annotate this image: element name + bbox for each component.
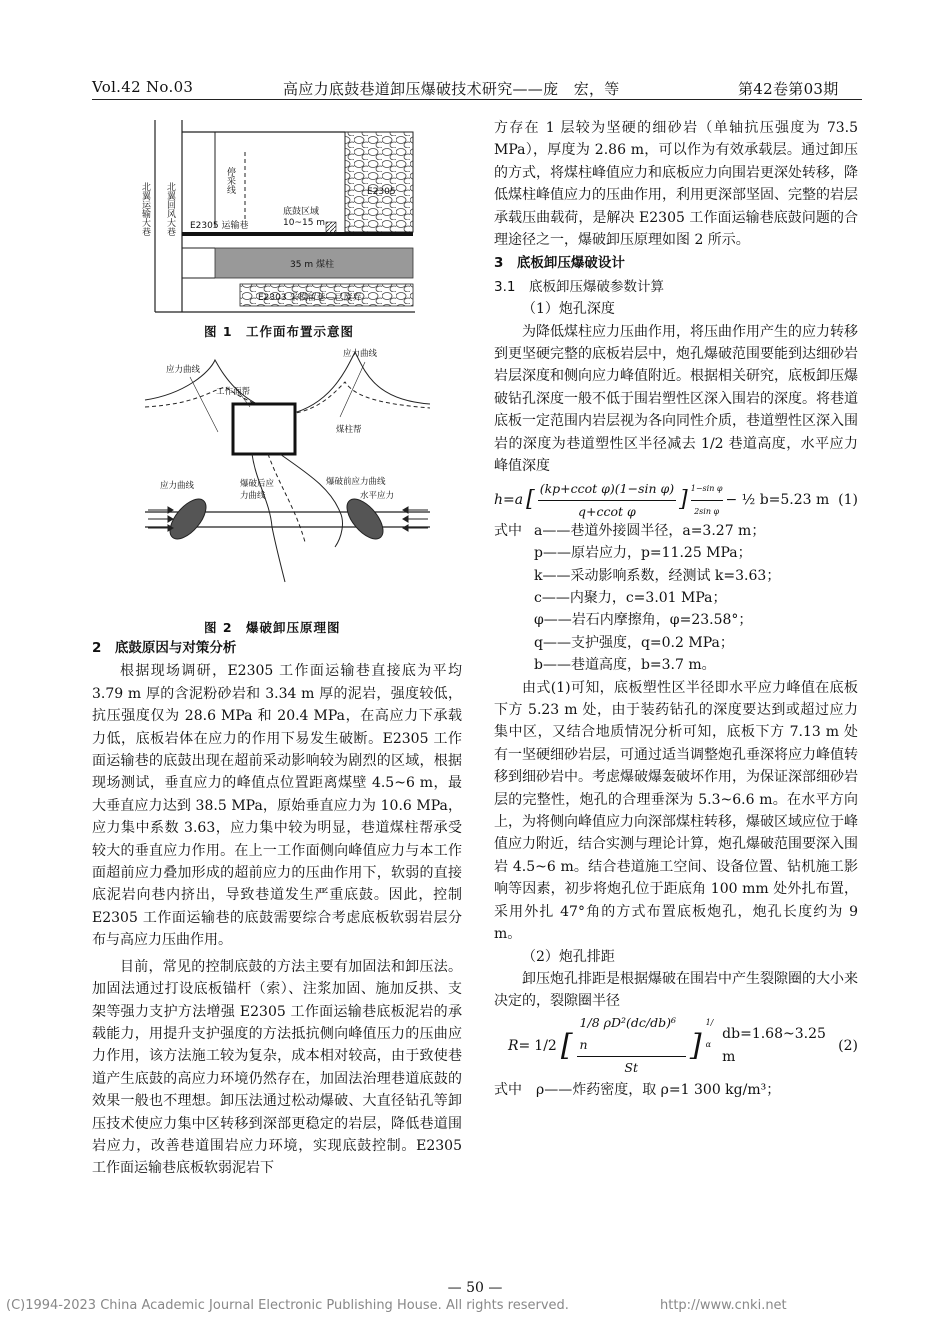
running-title: 高应力底鼓巷道卸压爆破技术研究——庞 宏，等 xyxy=(283,80,620,98)
equation-2: R= 1/2 [ 1/8 ρD²(dc/db)⁶ n St ] 1/α db=1.68~3.25 m (2) xyxy=(494,1013,858,1079)
fig1-label-old-road: E2303 采模留巷—已废弃 xyxy=(258,293,362,303)
section-3-heading: 3 底板卸压爆破设计 xyxy=(494,255,625,272)
fig1-label-zone-b: 10~15 m xyxy=(283,218,326,228)
fig2-label-after-b: 力曲线 xyxy=(240,491,266,501)
section-3-1-heading: 3.1 底板卸压爆破参数计算 xyxy=(494,278,664,295)
footer-url[interactable]: http://www.cnki.net xyxy=(660,1298,787,1313)
eq2-den: St xyxy=(624,1060,638,1076)
journal-volume: Vol.42 No.03 xyxy=(92,78,194,96)
footer-copyright: (C)1994-2023 China Academic Journal Electronic Publishing House. All rights reserved. xyxy=(6,1298,569,1313)
eq2-number: (2) xyxy=(838,1037,858,1054)
eq1-denominator: q+ccot φ xyxy=(578,504,636,519)
fig1-label-zone-a: 底鼓区域 xyxy=(283,207,320,217)
fig2-label-stress-left: 应力曲线 xyxy=(166,365,201,375)
right-column xyxy=(494,117,858,1101)
fig2-label-after-a: 爆破后应 xyxy=(240,479,275,489)
left-column xyxy=(92,636,462,1180)
figure-1-caption: 图 1 工作面布置示意图 xyxy=(204,324,355,339)
item-hole-depth: （1）炮孔深度 xyxy=(522,301,615,318)
figure-2-caption: 图 2 爆破卸压原理图 xyxy=(204,620,341,635)
eq2-exp: 1/α xyxy=(705,1017,714,1050)
variable-phi: φ——岩石内摩擦角，φ=23.58°； xyxy=(534,612,753,629)
fig2-label-pillar-side: 煤柱帮 xyxy=(336,425,362,435)
where-2: 式中 ρ——炸药密度，取 ρ=1 300 kg/m³； xyxy=(494,1081,781,1098)
fig1-label-face: E2305 xyxy=(367,187,396,197)
figure-2-principle-diagram xyxy=(140,342,435,604)
item-hole-spacing: （2）炮孔排距 xyxy=(522,948,615,965)
fig1-label-pillar: 35 m 煤柱 xyxy=(290,260,334,270)
fig2-label-face-side: 工作面帮 xyxy=(216,387,251,397)
variable-b: b——巷道高度，b=3.7 m。 xyxy=(534,657,716,674)
where-1: 式中 xyxy=(494,522,522,539)
variable-a: a——巷道外接圆半径，a=3.27 m； xyxy=(534,522,766,539)
eq1-exp-num: 1−sin φ xyxy=(691,478,723,501)
figure-1-layout-diagram xyxy=(130,112,440,318)
eq2-tail: db=1.68~3.25 m xyxy=(722,1026,826,1065)
fig2-label-stress-right: 应力曲线 xyxy=(343,349,378,359)
fig1-label-left-road-a: 北翼运输大巷 xyxy=(140,182,150,236)
variable-k: k——采动影响系数，经测试 k=3.63； xyxy=(534,567,781,584)
section-2-heading: 2 底鼓原因与对策分析 xyxy=(92,640,237,656)
variable-q: q——支护强度，q=0.2 MPa； xyxy=(534,634,734,651)
paragraph-hole-depth: 为降低煤柱应力压曲作用，将压曲作用产生的应力转移到更坚硬完整的底板岩层中，炮孔爆破范围要能到达细砂岩岩层深度和侧向应力峰值附近。根据相关研究，底板卸压爆破钻孔深度一般不低于围岩塑性区深入围岩的深度。将巷道底板一定范围内岩层视为各向同性介质，巷道塑性区深入围岩的深度为巷道塑性区半径减去 1/2 巷道高度，水平应力峰值深度 xyxy=(494,323,858,475)
eq2-inner: 1/8 ρD²(dc/db)⁶ n xyxy=(577,1012,686,1058)
variable-c: c——内聚力，c=3.01 MPa； xyxy=(534,590,727,607)
paragraph-causes: 根据现场调研，E2305 工作面运输巷直接底为平均 3.79 m 厚的含泥粉砂岩和 3.34 m 厚的泥岩，强度较低，抗压强度仅为 28.6 MPa 和 20.4 MPa，在高应力下承载力低，底板岩体在应力的作用下易发生破断。E2305 工作面运输巷的底鼓出现在超前采动影响较为剧烈的区域，根据现场测试，垂直应力的峰值点位置距离煤壁 4.5~6 m，最大垂直应力达到 38.5 MPa，原始垂直应力为 10.6 MPa，应力集中系数 3.63，应力集中较为明显，巷道煤柱帮承受较大的垂直应力作用。在上一工作面侧向峰值应力与本工作面超前应力叠加形成的超前应力的压曲作用下，软弱的直接底泥岩向巷内挤出，导致巷道发生严重底鼓。因此，控制 E2305 工作面运输巷的底鼓需要综合考虑底板软弱岩层分布与高应力压曲作用。 xyxy=(92,663,462,949)
eq2-lhs: R= xyxy=(508,1037,531,1054)
fig2-label-stress-bottom: 应力曲线 xyxy=(160,481,195,491)
fig1-label-left-road-b: 北翼回风大巷 xyxy=(165,182,175,236)
eq1-tail: − ½ b=5.23 m xyxy=(725,492,830,509)
eq1-number: (1) xyxy=(838,492,858,509)
equation-1: h=a [ $\frac{\text{(kp+ccot φ)(1−sin φ)}}{\text{q+ccot φ}}$ ] $\frac{\text{1−sin φ}}{\text{2sin φ}}$ − ½ b=5.23 m (1) xyxy=(494,478,858,524)
journal-issue: 第42卷第03期 xyxy=(738,80,839,98)
variables-list-1 xyxy=(494,520,858,677)
paragraph-methods: 目前，常见的控制底鼓的方法主要有加固法和卸压法。加固法通过打设底板锚杆（索）、注浆加固、施加反拱、支架等强力支护方法增强 E2305 工作面运输巷底板泥岩的承载能力，用提升支护强度的方法抵抗侧向峰值压力的压曲应力作用，该方法施工较为复杂，成本相对较高，由于致使巷道产生底鼓的高应力环境仍然存在，加固法治理巷道底鼓的效果一般也不理想。卸压法通过松动爆破、大直径钻孔等卸压技术使应力集中区转移到深部更稳定的岩层，降低巷道围岩应力，改善巷道围岩应力环境，实现底鼓控制。E2305 工作面运输巷底板软弱泥岩下 xyxy=(92,958,462,1177)
eq1-numerator: (kp+ccot φ)(1−sin φ) xyxy=(538,478,676,501)
variable-p: p——原岩应力，p=11.25 MPa； xyxy=(534,545,752,562)
footer xyxy=(6,1298,787,1313)
paragraph-continuation: 方存在 1 层较为坚硬的细砂岩（单轴抗压强度为 73.5 MPa），厚度为 2.86 m，可以作为有效承载层。通过卸压的方式，将煤柱峰值应力和底板应力向围岩更深处转移，降低煤柱峰值应力的压曲作用，利用更深部坚固、完整的岩层承载压曲载荷，是解决 E2305 工作面运输巷底鼓问题的合理途径之一，爆破卸压原理如图 2 所示。 xyxy=(494,120,858,249)
fig2-label-before: 爆破前应力曲线 xyxy=(326,477,386,487)
paragraph-depth-result: 由式(1)可知，底板塑性区半径即水平应力峰值在底板下方 5.23 m 处，由于装药钻孔的深度要达到或超过应力集中区，又结合地质情况分析可知，底板下方 7.13 m 处有一坚硬细砂岩层，可通过适当调整炮孔垂深将应力峰值转移到细砂岩中。考虑爆破爆轰破坏作用，为保证深部细砂岩层的完整性，炮孔的合理垂深为 5.3~6.6 m。在水平方向上，为将侧向峰值应力向深部煤柱转移，爆破区域应位于峰值应力附近，结合实测与理论计算，炮孔爆破范围要深入围岩 4.5~6 m。结合巷道施工空间、设备位置、钻机施工影响等因素，初步将炮孔位于距底角 100 mm 处外扎布置，采用外扎 47°角的方式布置底板炮孔，炮孔长度约为 9 m。 xyxy=(494,679,858,943)
eq2-half: 1/2 xyxy=(534,1037,557,1054)
fig1-label-transport: E2305 运输巷 xyxy=(190,221,249,231)
page-number: — 50 — xyxy=(447,1280,503,1296)
fig2-label-horizontal: 水平应力 xyxy=(360,491,395,501)
eq1-exp-den: 2sin φ xyxy=(694,507,720,516)
header-rule xyxy=(92,99,862,100)
paragraph-hole-spacing: 卸压炮孔排距是根据爆破在围岩中产生裂隙圈的大小来决定的，裂隙圈半径 xyxy=(494,970,858,1010)
fig1-label-stop-line: 停采线 xyxy=(225,167,235,194)
eq1-lhs: h=a xyxy=(494,492,524,509)
